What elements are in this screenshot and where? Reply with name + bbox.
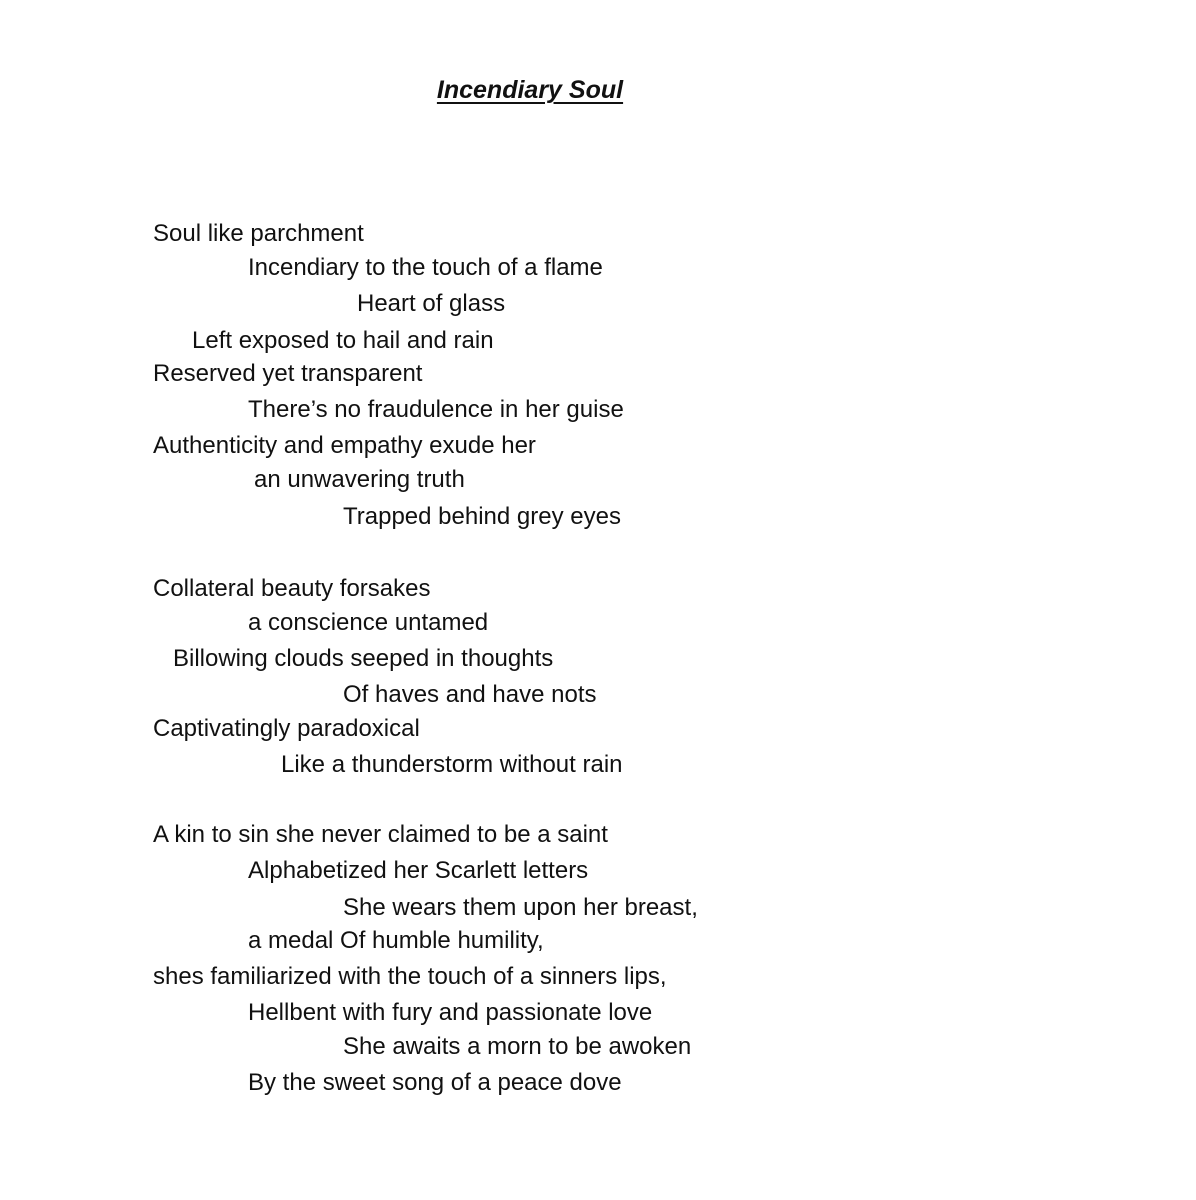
poem-line: Alphabetized her Scarlett letters bbox=[248, 857, 589, 884]
poem-title: Incendiary Soul bbox=[436, 76, 624, 104]
poem-line: Billowing clouds seeped in thoughts bbox=[173, 645, 554, 672]
poem-line: Soul like parchment bbox=[153, 220, 364, 247]
poem-line: Incendiary to the touch of a flame bbox=[248, 254, 603, 281]
poem-line: By the sweet song of a peace dove bbox=[248, 1069, 622, 1096]
poem-line: shes familiarized with the touch of a sinners lips, bbox=[153, 963, 667, 990]
poem-line: Heart of glass bbox=[357, 290, 506, 317]
poem-line: She awaits a morn to be awoken bbox=[343, 1033, 692, 1060]
poem-line: Collateral beauty forsakes bbox=[153, 575, 431, 602]
poem-line: a conscience untamed bbox=[248, 609, 489, 636]
poem-line: Captivatingly paradoxical bbox=[153, 715, 420, 742]
poem-line: There’s no fraudulence in her guise bbox=[248, 396, 624, 423]
poem-line: Of haves and have nots bbox=[343, 681, 597, 708]
poem-line: Authenticity and empathy exude her bbox=[153, 432, 536, 459]
poem-line: A kin to sin she never claimed to be a saint bbox=[153, 821, 608, 848]
poem-line: Left exposed to hail and rain bbox=[192, 327, 494, 354]
poem-line: Trapped behind grey eyes bbox=[343, 503, 621, 530]
poem-line: a medal Of humble humility, bbox=[248, 927, 544, 954]
poem-line: Like a thunderstorm without rain bbox=[281, 751, 623, 778]
poem-line: She wears them upon her breast, bbox=[343, 894, 698, 921]
poem-line: Hellbent with fury and passionate love bbox=[248, 999, 653, 1026]
poem-line: an unwavering truth bbox=[254, 466, 465, 493]
poem-line: Reserved yet transparent bbox=[153, 360, 423, 387]
